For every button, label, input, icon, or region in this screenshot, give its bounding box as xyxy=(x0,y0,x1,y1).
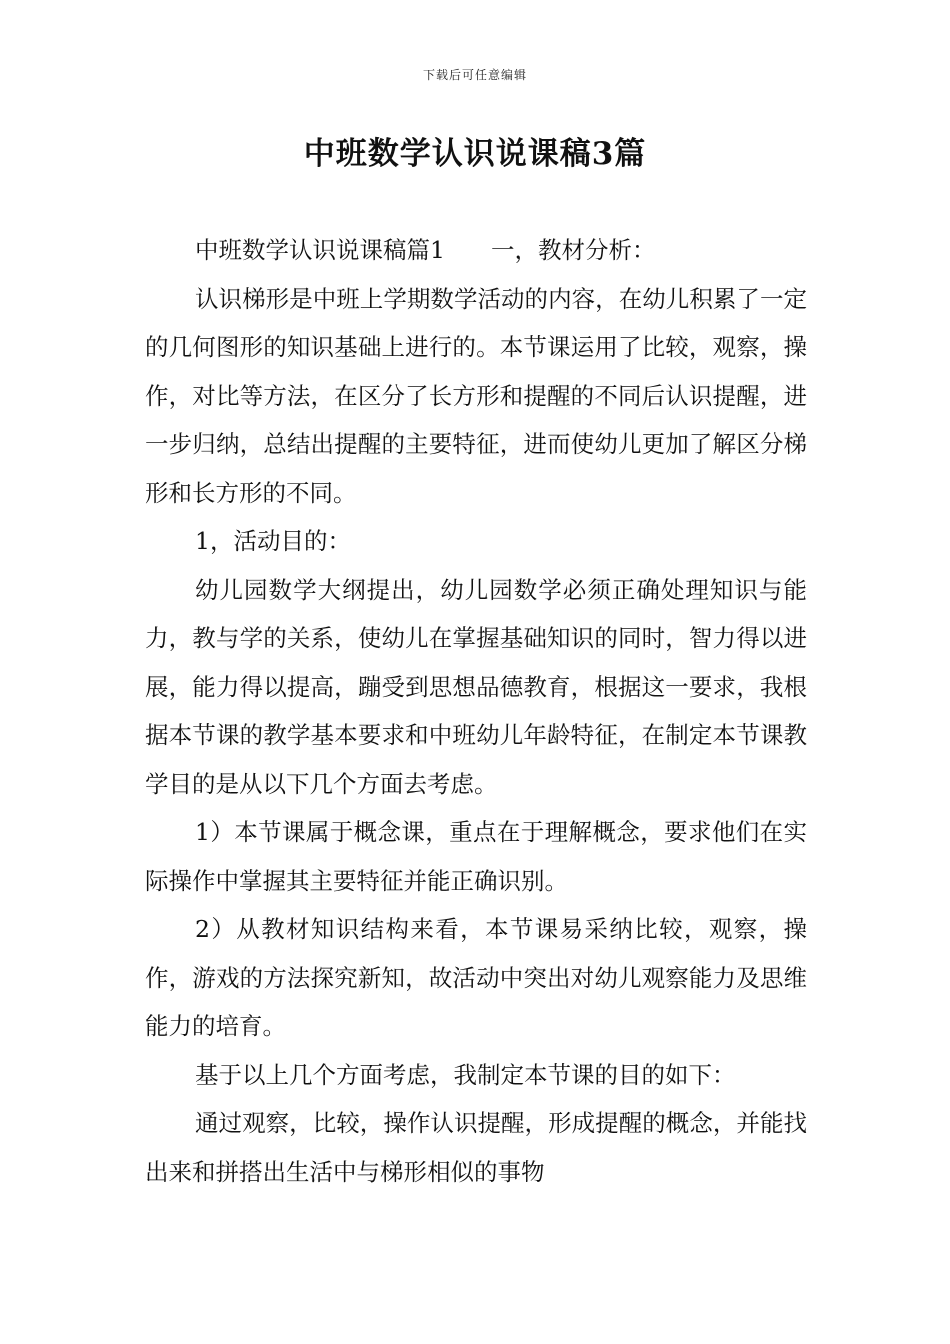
header-note: 下载后可任意编辑 xyxy=(422,68,527,82)
subheading-part1: 中班数学认识说课稿篇1 xyxy=(195,236,445,264)
paragraph-goal: 通过观察，比较，操作认识提醒，形成提醒的概念，并能找出来和拼搭出生活中与梯形相似的事物 xyxy=(145,1109,807,1186)
paragraph-point-1: 1）本节课属于概念课，重点在于理解概念，要求他们在实际操作中掌握其主要特征并能正确识别。 xyxy=(145,818,807,895)
paragraph-activity-goal-heading: 1，活动目的： xyxy=(195,527,351,555)
document-title: 中班数学认识说课稿3篇 xyxy=(303,136,647,172)
subheading-part2: 一，教材分析： xyxy=(490,236,656,264)
paragraph-syllabus: 幼儿园数学大纲提出，幼儿园数学必须正确处理知识与能力，教与学的关系，使幼儿在掌握基础知识的同时，智力得以进展，能力得以提高，蹦受到思想品德教育，根据这一要求，我根据本节课的教学基本要求和中班幼儿年龄特征，在制定本节课教学目的是从以下几个方面去考虑。 xyxy=(145,575,807,798)
paragraph-goals-intro: 基于以上几个方面考虑，我制定本节课的目的如下： xyxy=(195,1060,736,1089)
document-body xyxy=(145,226,807,1196)
paragraph-textbook-analysis: 认识梯形是中班上学期数学活动的内容，在幼儿积累了一定的几何图形的知识基础上进行的。本节课运用了比较，观察，操作，对比等方法，在区分了长方形和提醒的不同后认识提醒，进一步归纳，总结出提醒的主要特征，进而使幼儿更加了解区分梯形和长方形的不同。 xyxy=(145,284,807,507)
paragraph-point-2: 2）从教材知识结构来看，本节课易采纳比较，观察，操作，游戏的方法探究新知，故活动中突出对幼儿观察能力及思维能力的培育。 xyxy=(145,915,807,1040)
section-subheading xyxy=(145,226,807,275)
